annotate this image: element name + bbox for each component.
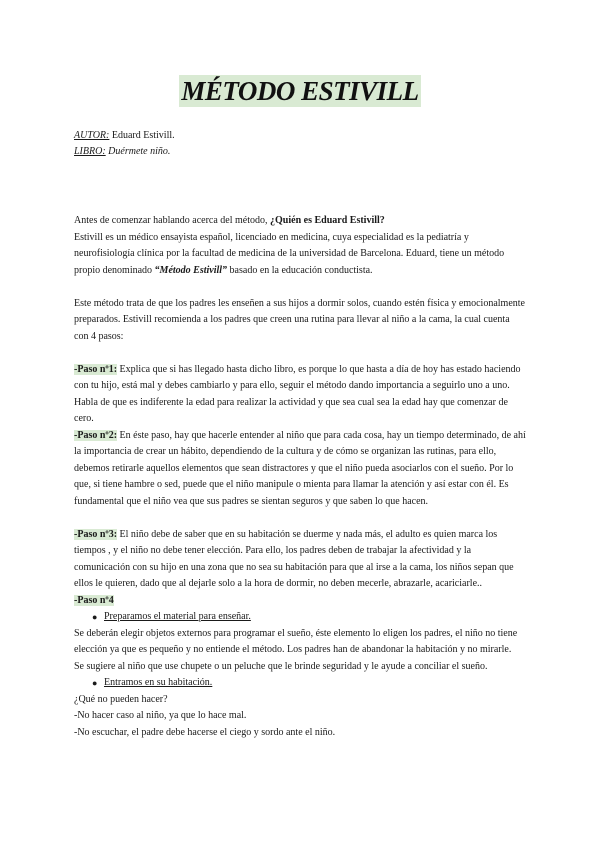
- bullet-line: Se sugiere al niño que use chupete o un peluche que le brinde seguridad y le ayude a conciliar el sueño.: [74, 660, 488, 672]
- bullet-label: Preparamos el material para enseñar.: [104, 611, 251, 622]
- method-name: “Método Estivill”: [154, 264, 228, 276]
- bullet-line: -No escuchar, el padre debe hacerse el ciego y sordo ante el niño.: [74, 726, 336, 738]
- document-meta: [74, 128, 526, 160]
- step-3-label: -Paso nº3:: [74, 528, 118, 540]
- step-2-text: En éste paso, hay que hacerle entender al niño que para cada cosa, hay un tiempo determinado, de ahí la importancia de crear un hábito, dependiendo de la cultura y de cómo se organizan las rutinas, para ello, debemos retirarle aquellos elementos que sean distractores y que el niño pueda asociarlos con el sueño. Por lo que, si tiene hambre o sed, puede que el niño manipule o mienta para llamar la atención y así estar con él. Es fundamental que el niño vea que sus padres se sientan seguros y que saben lo que hacen.: [74, 429, 526, 507]
- step-3: [74, 527, 526, 593]
- author-line: [74, 128, 526, 144]
- book-line: [74, 144, 526, 160]
- step-1-label: -Paso nº1:: [74, 363, 118, 375]
- author-value: Eduard Estivill.: [109, 130, 175, 141]
- intro-bio-end: basado en la educación conductista.: [227, 264, 373, 276]
- intro-bio-text: Estivill es un médico ensayista español, licenciado en medicina, cuya especialidad es la pediatría y neurofisiología clínica por la facultad de medicina de la universidad de Barcelona. Eduard, tiene un método propio denominado: [74, 231, 505, 276]
- book-value: Duérmete niño.: [105, 146, 171, 157]
- bullet-dot-icon: ●: [92, 678, 98, 688]
- intro-question: [74, 213, 526, 230]
- step-2-label: -Paso nº2:: [74, 429, 118, 441]
- title-block: [74, 0, 526, 107]
- author-label: AUTOR:: [74, 130, 110, 141]
- bullet-line: -No hacer caso al niño, ya que lo hace mal.: [74, 710, 247, 721]
- intro-bio: [74, 230, 526, 280]
- bullet-line: Se deberán elegir objetos externos para programar el sueño, éste elemento lo eligen los padres, el niño no tiene elección ya que es pequeño y no entiende el método. Los padres han de abandonar la habitación y no mirarle.: [74, 627, 518, 655]
- step-4-label: -Paso nº4: [74, 594, 114, 606]
- bullet-item: [74, 675, 526, 692]
- bullet-dot-icon: ●: [92, 612, 98, 622]
- bullet-line: ¿Qué no pueden hacer?: [74, 693, 168, 705]
- step-1-text: Explica que si has llegado hasta dicho libro, es porque lo que hasta a día de hoy has estado haciendo con tu hijo, está mal y debes cambiarlo y para ello, seguir el método dando importancia a seguirlo uno a uno. Habla de que es indiferente la edad para realizar la actividad y que sea cual sea la edad hay que comenzar de cero.: [74, 363, 521, 424]
- step-4: [74, 593, 526, 610]
- document-title: MÉTODO ESTIVILL: [181, 76, 419, 106]
- intro-question-bold: ¿Quién es Eduard Estivill?: [270, 215, 385, 226]
- bullet-label: Entramos en su habitación.: [104, 677, 213, 688]
- step-1: [74, 362, 526, 428]
- book-label: LIBRO:: [74, 146, 106, 157]
- step-3-text: El niño debe de saber que en su habitación se duerme y nada más, el adulto es quien marca los tiempos , y el niño no debe tener elección. Para ello, los padres deben de trabajar la afectividad y la comunicación con su hijo en una zona que no sea su habitación para que al irse a la cama, los niños sepan que ellos le quieren, dado que al dejarle solo a la hora de dormir, no deben mecerle, abrazarle, acariciarle..: [74, 528, 514, 589]
- intro-question-text: Antes de comenzar hablando acerca del método,: [74, 215, 271, 226]
- step-2: [74, 428, 526, 511]
- method-description: Este método trata de que los padres les enseñen a sus hijos a dormir solos, cuando estén física y emocionalmente preparados. Estivill recomienda a los padres que creen una rutina para llevar al niño a la cama, la cual cuenta con 4 pasos:: [74, 297, 525, 342]
- bullet-item: [74, 609, 526, 626]
